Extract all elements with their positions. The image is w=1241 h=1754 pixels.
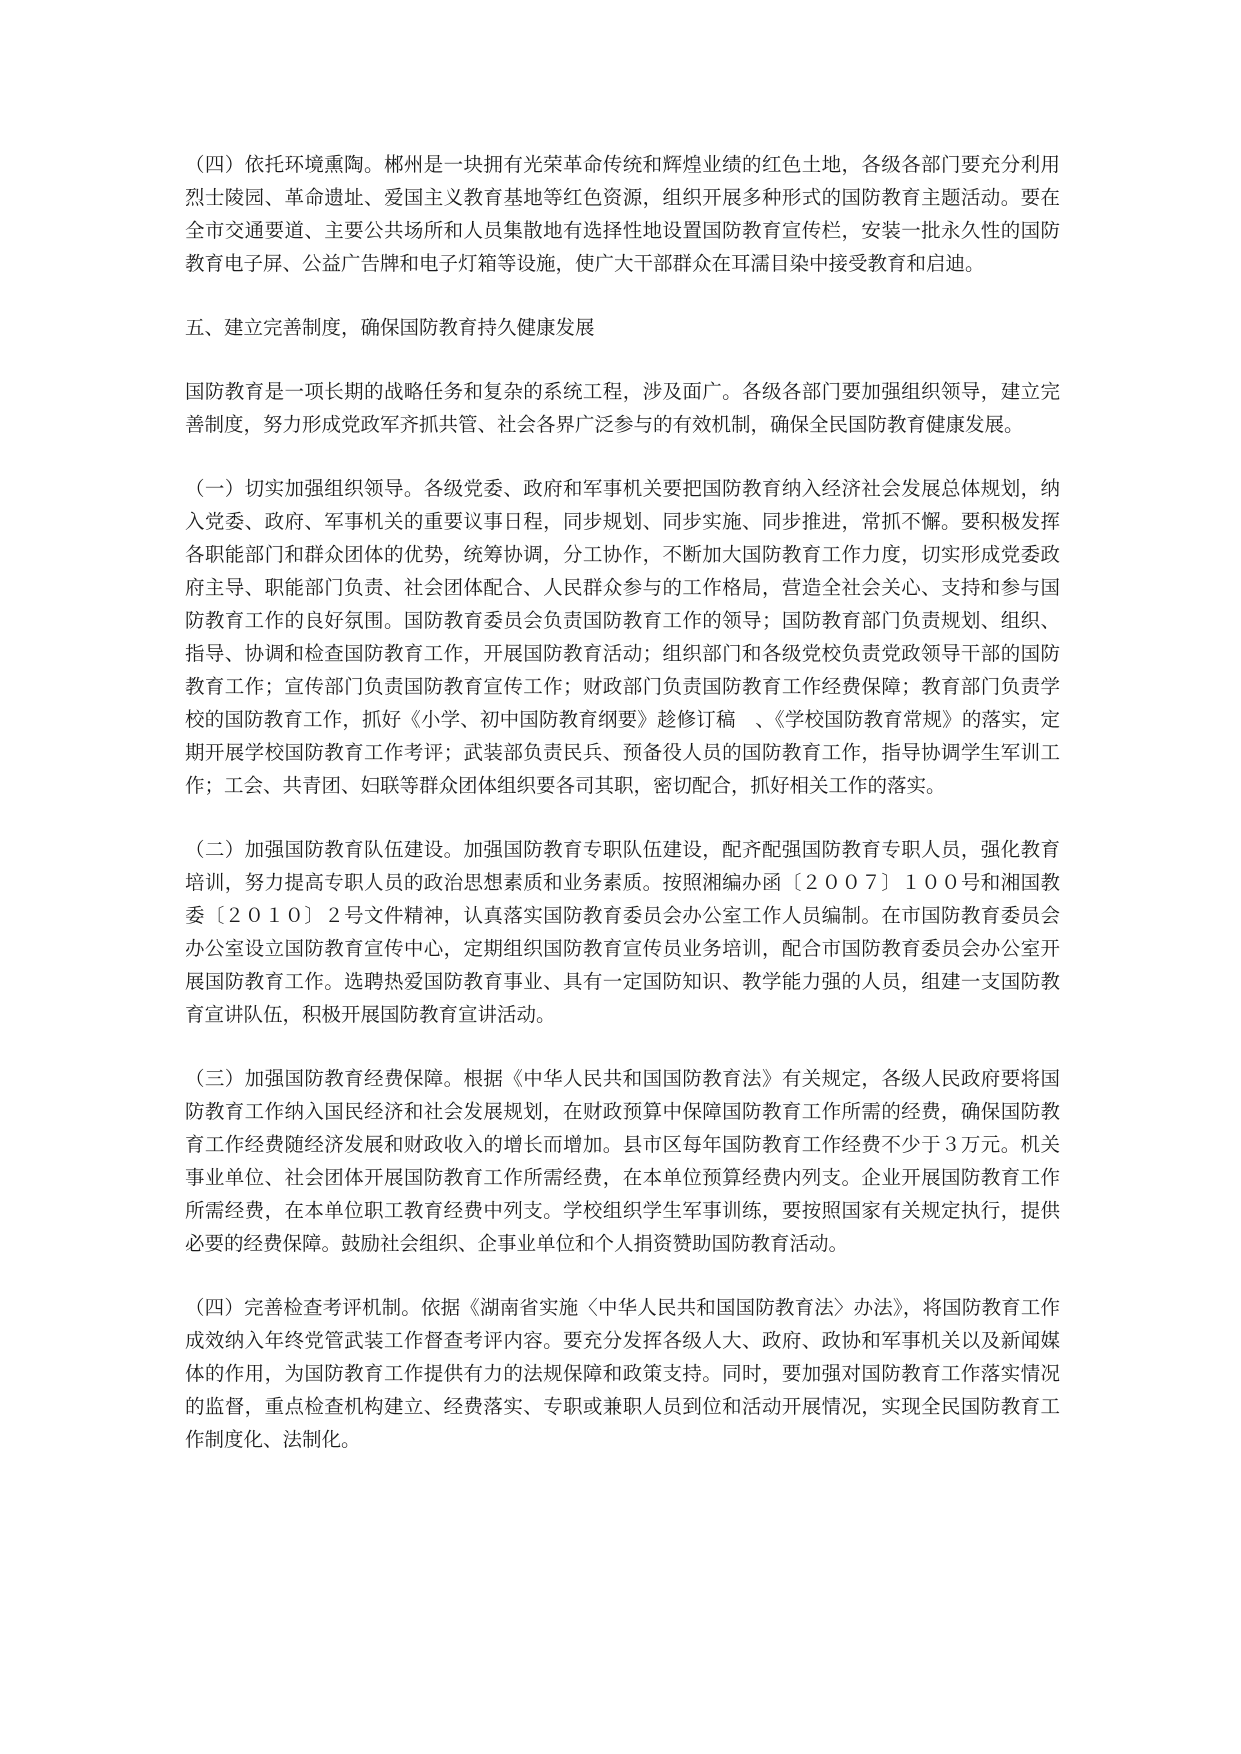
- paragraph-organization-leadership: （一）切实加强组织领导。各级党委、政府和军事机关要把国防教育纳入经济社会发展总体规划，纳入党委、政府、军事机关的重要议事日程，同步规划、同步实施、同步推进，常抓不懈。要积极发挥各职能部门和群众团体的优势，统筹协调，分工协作，不断加大国防教育工作力度，切实形成党委政府主导、职能部门负责、社会团体配合、人民群众参与的工作格局，营造全社会关心、支持和参与国防教育工作的良好氛围。国防教育委员会负责国防教育工作的领导；国防教育部门负责规划、组织、指导、协调和检查国防教育工作，开展国防教育活动；组织部门和各级党校负责党政领导干部的国防教育工作；宣传部门负责国防教育宣传工作；财政部门负责国防教育工作经费保障；教育部门负责学校的国防教育工作，抓好《小学、初中国防教育纲要》趁修订稿 、《学校国防教育常规》的落实，定期开展学校国防教育工作考评；武装部负责民兵、预备役人员的国防教育工作，指导协调学生军训工作；工会、共青团、妇联等群众团体组织要各司其职，密切配合，抓好相关工作的落实。: [185, 477, 1060, 797]
- paragraph-environment-influence: （四）依托环境熏陶。郴州是一块拥有光荣革命传统和辉煌业绩的红色土地，各级各部门要充分利用烈士陵园、革命遗址、爱国主义教育基地等红色资源，组织开展多种形式的国防教育主题活动。要在全市交通要道、主要公共场所和人员集散地有选择性地设置国防教育宣传栏，安装一批永久性的国防教育电子屏、公益广告牌和电子灯箱等设施，使广大干部群众在耳濡目染中接受教育和启迪。: [185, 153, 1060, 275]
- paragraph-inspection-evaluation: （四）完善检查考评机制。依据《湖南省实施〈中华人民共和国国防教育法〉办法》，将国防教育工作成效纳入年终党管武装工作督查考评内容。要充分发挥各级人大、政府、政协和军事机关以及新闻媒体的作用，为国防教育工作提供有力的法规保障和政策支持。同时，要加强对国防教育工作落实情况的监督，重点检查机构建立、经费落实、专职或兼职人员到位和活动开展情况，实现全民国防教育工作制度化、法制化。: [185, 1296, 1060, 1451]
- paragraph-team-building: （二）加强国防教育队伍建设。加强国防教育专职队伍建设，配齐配强国防教育专职人员，强化教育培训，努力提高专职人员的政治思想素质和业务素质。按照湘编办函〔２００７〕１００号和湘国教委〔２０１０〕２号文件精神，认真落实国防教育委员会办公室工作人员编制。在市国防教育委员会办公室设立国防教育宣传中心，定期组织国防教育宣传员业务培训，配合市国防教育委员会办公室开展国防教育工作。选聘热爱国防教育事业、具有一定国防知识、教学能力强的人员，组建一支国防教育宣讲队伍，积极开展国防教育宣讲活动。: [185, 838, 1060, 1026]
- document-page: [185, 148, 1060, 1487]
- section-heading-five: 五、建立完善制度，确保国防教育持久健康发展: [185, 316, 595, 339]
- paragraph-funding-guarantee: （三）加强国防教育经费保障。根据《中华人民共和国国防教育法》有关规定，各级人民政府要将国防教育工作纳入国民经济和社会发展规划，在财政预算中保障国防教育工作所需的经费，确保国防教育工作经费随经济发展和财政收入的增长而增加。县市区每年国防教育工作经费不少于３万元。机关事业单位、社会团体开展国防教育工作所需经费，在本单位预算经费内列支。企业开展国防教育工作所需经费，在本单位职工教育经费中列支。学校组织学生军事训练，要按照国家有关规定执行，提供必要的经费保障。鼓励社会组织、企事业单位和个人捐资赞助国防教育活动。: [185, 1067, 1060, 1255]
- paragraph-section-intro: 国防教育是一项长期的战略任务和复杂的系统工程，涉及面广。各级各部门要加强组织领导，建立完善制度，努力形成党政军齐抓共管、社会各界广泛参与的有效机制，确保全民国防教育健康发展。: [185, 380, 1060, 436]
